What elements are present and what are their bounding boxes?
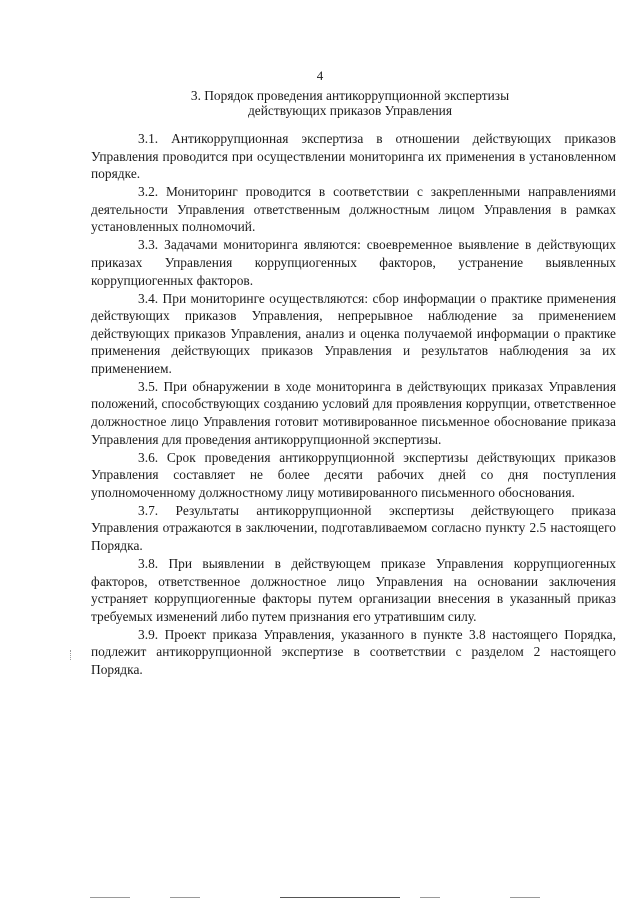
paragraph-3-4: 3.4. При мониторинге осуществляются: сбор информации о практике применения действующих приказов Управления, непрерывное наблюдение за применением действующих приказов Управления, анализ и оценка получаемой информации о практике применения действующих приказов Управления и результатов наблюдения за их применением. xyxy=(91,290,616,376)
paragraph-3-5: 3.5. При обнаружении в ходе мониторинга в действующих приказах Управления положений, способствующих созданию условий для проявления коррупции, ответственное должностное лицо Управления готовит мотивированное письменное обоснование приказа Управления для проведения антикоррупционной экспертизы. xyxy=(91,378,616,447)
footer-scan-marks xyxy=(90,897,610,900)
section-title xyxy=(0,88,640,118)
paragraph-3-8: 3.8. При выявлении в действующем приказе Управления коррупциогенных факторов, ответственное должностное лицо Управления на основании заключения устраняет коррупциогенные факторы путем организации внесения в указанный приказ требуемых изменений либо путем признания его утратившим силу. xyxy=(91,555,616,624)
paragraph-3-1: 3.1. Антикоррупционная экспертиза в отношении действующих приказов Управления проводится при осуществлении мониторинга их применения в установленном порядке. xyxy=(91,131,616,182)
paragraph-3-7: 3.7. Результаты антикоррупционной экспертизы действующего приказа Управления отражаются в заключении, подготавливаемом согласно пункту 2.5 настоящего Порядка. xyxy=(91,502,616,553)
paragraph-3-2: 3.2. Мониторинг проводится в соответствии с закрепленными направлениями деятельности Управления ответственным должностным лицом Управления в рамках установленных полномочий. xyxy=(91,184,616,235)
section-title-line-2: действующих приказов Управления xyxy=(247,103,453,118)
section-body xyxy=(91,130,616,679)
paragraph-3-6: 3.6. Срок проведения антикоррупционной экспертизы действующих приказов Управления составляет не более десяти рабочих дней со дня поступления уполномоченному должностному лицу мотивированного письменного обоснования. xyxy=(91,449,616,500)
section-title-line-1: 3. Порядок проведения антикоррупционной экспертизы xyxy=(190,88,510,103)
paragraph-3-3: 3.3. Задачами мониторинга являются: своевременное выявление в действующих приказах Управления коррупциогенных факторов, устранение выявленных коррупциогенных факторов. xyxy=(91,237,616,288)
paragraph-3-9: 3.9. Проект приказа Управления, указанного в пункте 3.8 настоящего Порядка, подлежит антикоррупционной экспертизе в соответствии с разделом 2 настоящего Порядка. xyxy=(91,626,616,677)
margin-scan-mark xyxy=(70,650,75,660)
page-number: 4 xyxy=(316,68,324,83)
